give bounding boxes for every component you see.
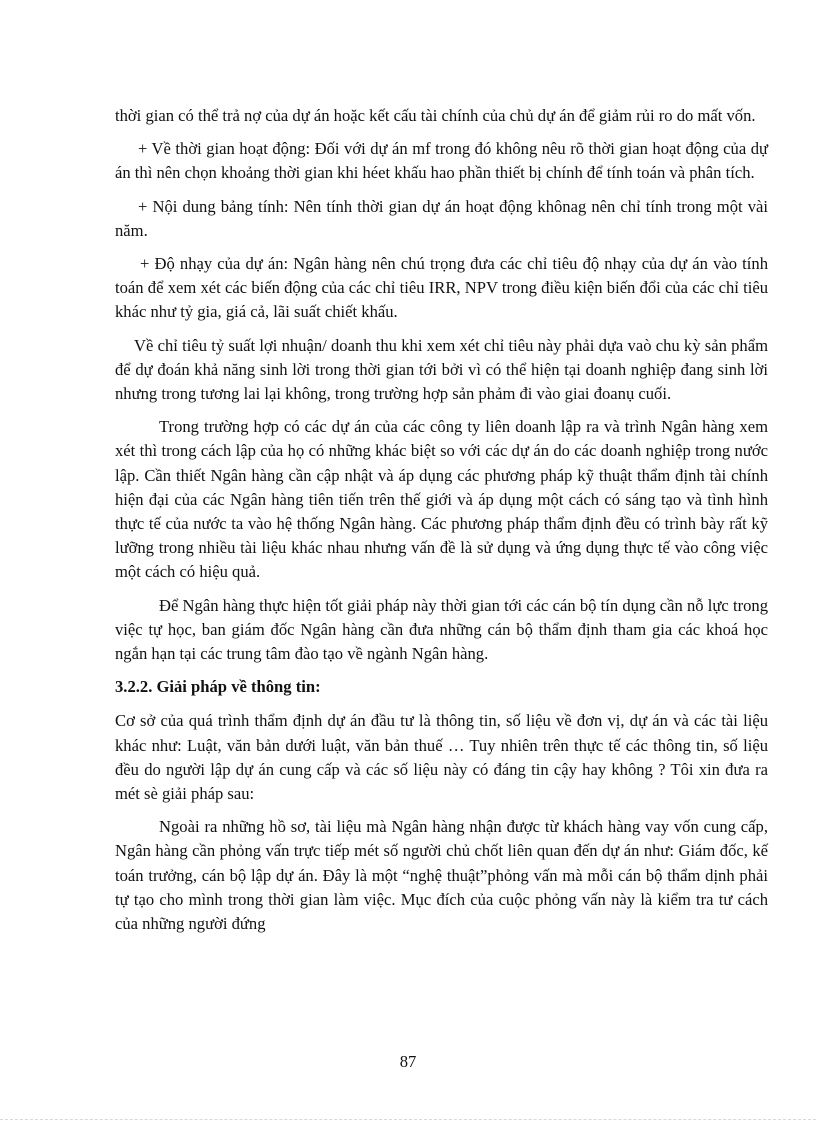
paragraph: + Về thời gian hoạt động: Đối với dự án mf trong đó không nêu rõ thời gian hoạt động của dự án thì nên chọn khoảng thời gian khi héet khấu hao phần thiết bị chính để tính toán và phân tích. bbox=[115, 139, 768, 183]
paragraph: Cơ sở của quá trình thẩm định dự án đầu tư là thông tin, số liệu về đơn vị, dự án và các tài liệu khác như: Luật, văn bản dưới luật, văn bản thuế … Tuy nhiên trên thực tế các thông tin, số liệu đều do người lập dự án cung cấp và các số liệu này có đáng tin cậy hay không ? Tôi xin đưa ra mét sè giải pháp sau: bbox=[115, 711, 768, 804]
paragraph: Để Ngân hàng thực hiện tốt giải pháp này thời gian tới các cán bộ tín dụng cần nỗ lực trong việc tự học, ban giám đốc Ngân hàng cần đưa những cán bộ thẩm định tham gia các khoá học ngắn hạn tại các trung tâm đào tạo về ngành Ngân hàng. bbox=[115, 595, 768, 664]
paragraph: + Độ nhạy của dự án: Ngân hàng nên chú trọng đưa các chỉ tiêu độ nhạy của dự án vào tính toán để xem xét các biến động của các chỉ tiêu IRR, NPV trong điều kiện biến đổi của các chỉ tiêu khác như tỷ gia, giá cả, lãi suất chiết khấu. bbox=[115, 254, 768, 322]
page-bottom-divider bbox=[0, 1119, 816, 1120]
paragraph: Ngoài ra những hồ sơ, tài liệu mà Ngân hàng nhận được từ khách hàng vay vốn cung cấp, Ngân hàng cần phỏng vấn trực tiếp mét số người chủ chốt liên quan đến dự án như: Giám đốc, kế toán trưởng, cán bộ lập dự án. Đây là một “nghệ thuật”phỏng vấn mà mỗi cán bộ thẩm dịnh phải tự tạo cho mình trong thời gian làm việc. Mục đích của cuộc phỏng vấn này là kiểm tra tư cách của những người đứng bbox=[115, 817, 768, 934]
section-heading: 3.2.2. Giải pháp về thông tin: bbox=[115, 677, 321, 697]
paragraph: Về chỉ tiêu tỷ suất lợi nhuận/ doanh thu khi xem xét chỉ tiêu này phải dựa vaò chu kỳ sản phẩm để dự đoán khả năng sinh lời trong thời gian tới bởi vì có thể hiện tại doanh nghiệp đang sinh lời nhưng trong tương lai lại không, trong trường hợp sản phảm đi vào giai đoanụ cuối. bbox=[115, 335, 768, 404]
paragraph: Trong trường hợp có các dự án của các công ty liên doanh lập ra và trình Ngân hàng xem xét thì trong cách lập của họ có những khác biệt so với các dự án do các doanh nghiệp trong nước lập. Cần thiết Ngân hàng cần cập nhật và áp dụng các phương pháp kỹ thuật thẩm định tài chính hiện đại của các Ngân hàng tiên tiến trên thế giới và áp dụng một cách có sáng tạo và tình hình thực tế của nước ta vào hệ thống Ngân hàng. Các phương pháp thẩm định đều có trình bày rất kỹ lưỡng trong nhiều tài liệu khác nhau nhưng vấn đề là sử dụng và ứng dụng thực tế vào công việc một cách có hiệu quả. bbox=[115, 417, 768, 582]
page-number: 87 bbox=[399, 1052, 417, 1071]
paragraph: + Nội dung bảng tính: Nên tính thời gian dự án hoạt động khônag nên chỉ tính trong một vài năm. bbox=[115, 196, 768, 240]
page-body bbox=[115, 104, 768, 945]
paragraph: thời gian có thể trả nợ của dự án hoặc kết cấu tài chính của chủ dự án để giảm rủi ro do mất vốn. bbox=[115, 106, 756, 125]
